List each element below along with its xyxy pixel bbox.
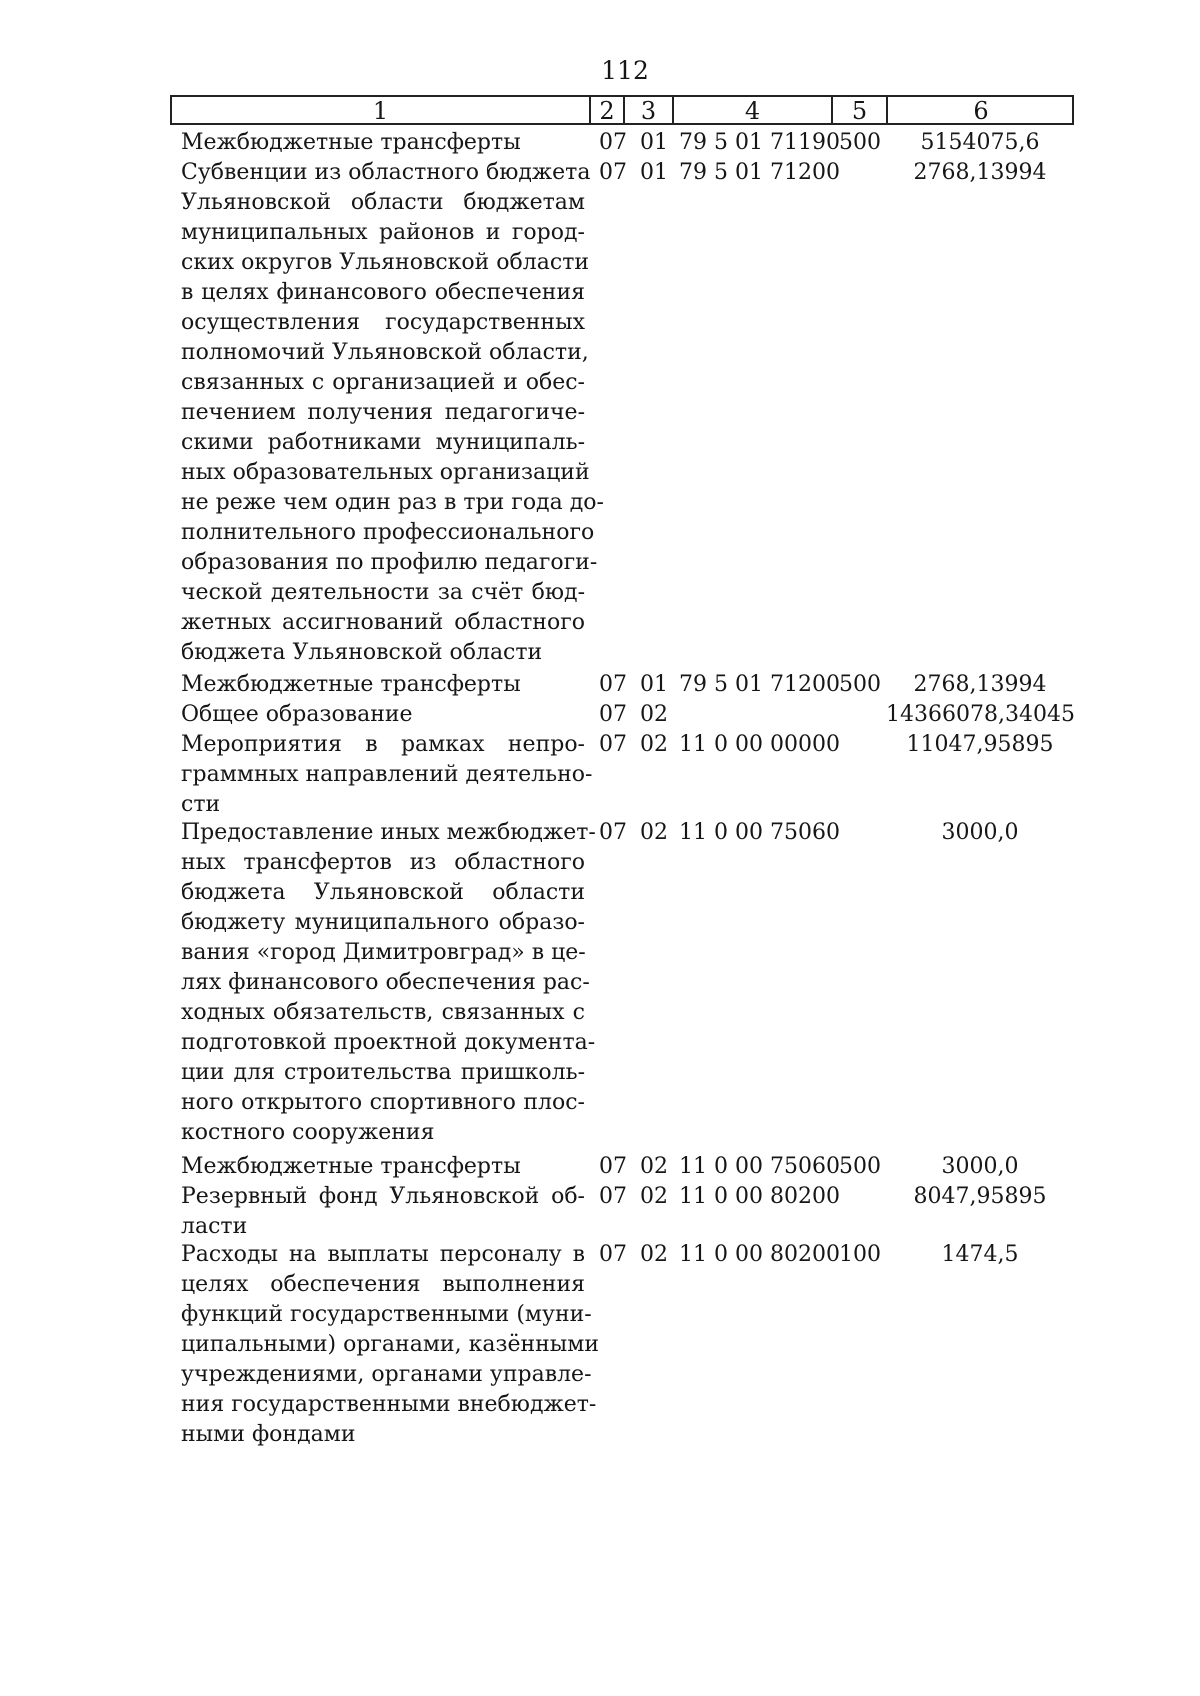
description-line: муниципальных районов и город- xyxy=(181,220,585,245)
section-code: 07 xyxy=(599,702,627,727)
description-line: ческой деятельности за счёт бюд- xyxy=(181,580,585,605)
description-line: учреждениями, органами управле- xyxy=(181,1362,592,1387)
subsection-code: 02 xyxy=(640,1184,668,1209)
description-line: Межбюджетные трансферты xyxy=(181,672,521,697)
description-line: в целях финансового обеспечения xyxy=(181,280,585,305)
description-line: ходных обязательств, связанных с xyxy=(181,1000,585,1025)
description-line: ласти xyxy=(181,1214,248,1239)
section-code: 07 xyxy=(599,1154,627,1179)
expense-type-code: 500 xyxy=(839,672,881,697)
target-article-code: 11 0 00 75060 xyxy=(679,1154,840,1179)
row-description xyxy=(181,1182,585,1242)
target-article-code: 79 5 01 71200 xyxy=(679,160,840,185)
description-line: бюджета Ульяновской области xyxy=(181,640,543,665)
amount: 3000,0 xyxy=(941,820,1019,845)
amount: 2768,13994 xyxy=(913,160,1047,185)
section-code: 07 xyxy=(599,732,627,757)
row-description xyxy=(181,818,596,1148)
description-line: Общее образование xyxy=(181,702,413,727)
description-line: ными фондами xyxy=(181,1422,356,1447)
section-code: 07 xyxy=(599,820,627,845)
expense-type-code: 500 xyxy=(839,130,881,155)
row-description xyxy=(181,1152,585,1182)
row-description xyxy=(181,1240,600,1450)
amount: 2768,13994 xyxy=(913,672,1047,697)
description-line: скими работниками муниципаль- xyxy=(181,430,585,455)
description-line: ния государственными внебюджет- xyxy=(181,1392,597,1417)
column-header-2: 2 xyxy=(591,97,625,125)
description-line: подготовкой проектной документа- xyxy=(181,1030,596,1055)
subsection-code: 02 xyxy=(640,820,668,845)
section-code: 07 xyxy=(599,130,627,155)
description-line: лях финансового обеспечения рас- xyxy=(181,970,590,995)
amount: 14366078,34045 xyxy=(886,702,1075,727)
description-line: костного сооружения xyxy=(181,1120,435,1145)
description-line: ципальными) органами, казёнными xyxy=(181,1332,600,1357)
amount: 8047,95895 xyxy=(913,1184,1047,1209)
target-article-code: 11 0 00 75060 xyxy=(679,820,840,845)
description-line: ного открытого спортивного плос- xyxy=(181,1090,585,1115)
description-line: ских округов Ульяновской области xyxy=(181,250,590,275)
subsection-code: 01 xyxy=(640,130,668,155)
description-line: целях обеспечения выполнения xyxy=(181,1272,585,1297)
description-line: печением получения педагогиче- xyxy=(181,400,585,425)
expense-type-code: 100 xyxy=(839,1242,881,1267)
description-line: Субвенции из областного бюджета xyxy=(181,160,591,185)
subsection-code: 01 xyxy=(640,160,668,185)
expense-type-code: 500 xyxy=(839,1154,881,1179)
row-description xyxy=(181,158,604,668)
description-line: Межбюджетные трансферты xyxy=(181,1154,521,1179)
description-line: полномочий Ульяновской области, xyxy=(181,340,589,365)
amount: 11047,95895 xyxy=(906,732,1054,757)
description-line: сти xyxy=(181,792,221,817)
description-line: образования по профилю педагоги- xyxy=(181,550,598,575)
description-line: жетных ассигнований областного xyxy=(181,610,585,635)
amount: 5154075,6 xyxy=(920,130,1040,155)
description-line: Межбюджетные трансферты xyxy=(181,130,521,155)
column-header-row xyxy=(170,95,1074,125)
target-article-code: 11 0 00 00000 xyxy=(679,732,840,757)
target-article-code: 79 5 01 71200 xyxy=(679,672,840,697)
row-description xyxy=(181,128,585,158)
description-line: ции для строительства пришколь- xyxy=(181,1060,585,1085)
subsection-code: 02 xyxy=(640,1242,668,1267)
description-line: ных трансфертов из областного xyxy=(181,850,585,875)
section-code: 07 xyxy=(599,1242,627,1267)
description-line: бюджета Ульяновской области xyxy=(181,880,585,905)
description-line: осуществления государственных xyxy=(181,310,585,335)
column-header-6: 6 xyxy=(973,97,989,125)
description-line: функций государственными (муни- xyxy=(181,1302,592,1327)
subsection-code: 02 xyxy=(640,1154,668,1179)
target-article-code: 11 0 00 80200 xyxy=(679,1184,840,1209)
section-code: 07 xyxy=(599,672,627,697)
description-line: ных образовательных организаций xyxy=(181,460,590,485)
amount: 3000,0 xyxy=(941,1154,1019,1179)
page-number: 112 xyxy=(601,56,649,85)
description-line: Мероприятия в рамках непро- xyxy=(181,732,585,757)
description-line: не реже чем один раз в три года до- xyxy=(181,490,604,515)
column-header-3: 3 xyxy=(625,97,674,125)
description-line: вания «город Димитровград» в це- xyxy=(181,940,586,965)
description-line: бюджету муниципального образо- xyxy=(181,910,585,935)
column-header-5: 5 xyxy=(833,97,888,125)
row-description xyxy=(181,670,585,700)
description-line: Расходы на выплаты персоналу в xyxy=(181,1242,585,1267)
amount: 1474,5 xyxy=(941,1242,1019,1267)
column-header-4: 4 xyxy=(674,97,833,125)
description-line: связанных с организацией и обес- xyxy=(181,370,585,395)
description-line: Предоставление иных межбюджет- xyxy=(181,820,596,845)
section-code: 07 xyxy=(599,1184,627,1209)
subsection-code: 02 xyxy=(640,732,668,757)
description-line: Резервный фонд Ульяновской об- xyxy=(181,1184,585,1209)
row-description xyxy=(181,730,593,820)
description-line: граммных направлений деятельно- xyxy=(181,762,593,787)
section-code: 07 xyxy=(599,160,627,185)
column-header-1: 1 xyxy=(172,97,591,125)
target-article-code: 11 0 00 80200 xyxy=(679,1242,840,1267)
subsection-code: 02 xyxy=(640,702,668,727)
description-line: Ульяновской области бюджетам xyxy=(181,190,585,215)
description-line: полнительного профессионального xyxy=(181,520,595,545)
target-article-code: 79 5 01 71190 xyxy=(679,130,840,155)
subsection-code: 01 xyxy=(640,672,668,697)
row-description xyxy=(181,700,585,730)
